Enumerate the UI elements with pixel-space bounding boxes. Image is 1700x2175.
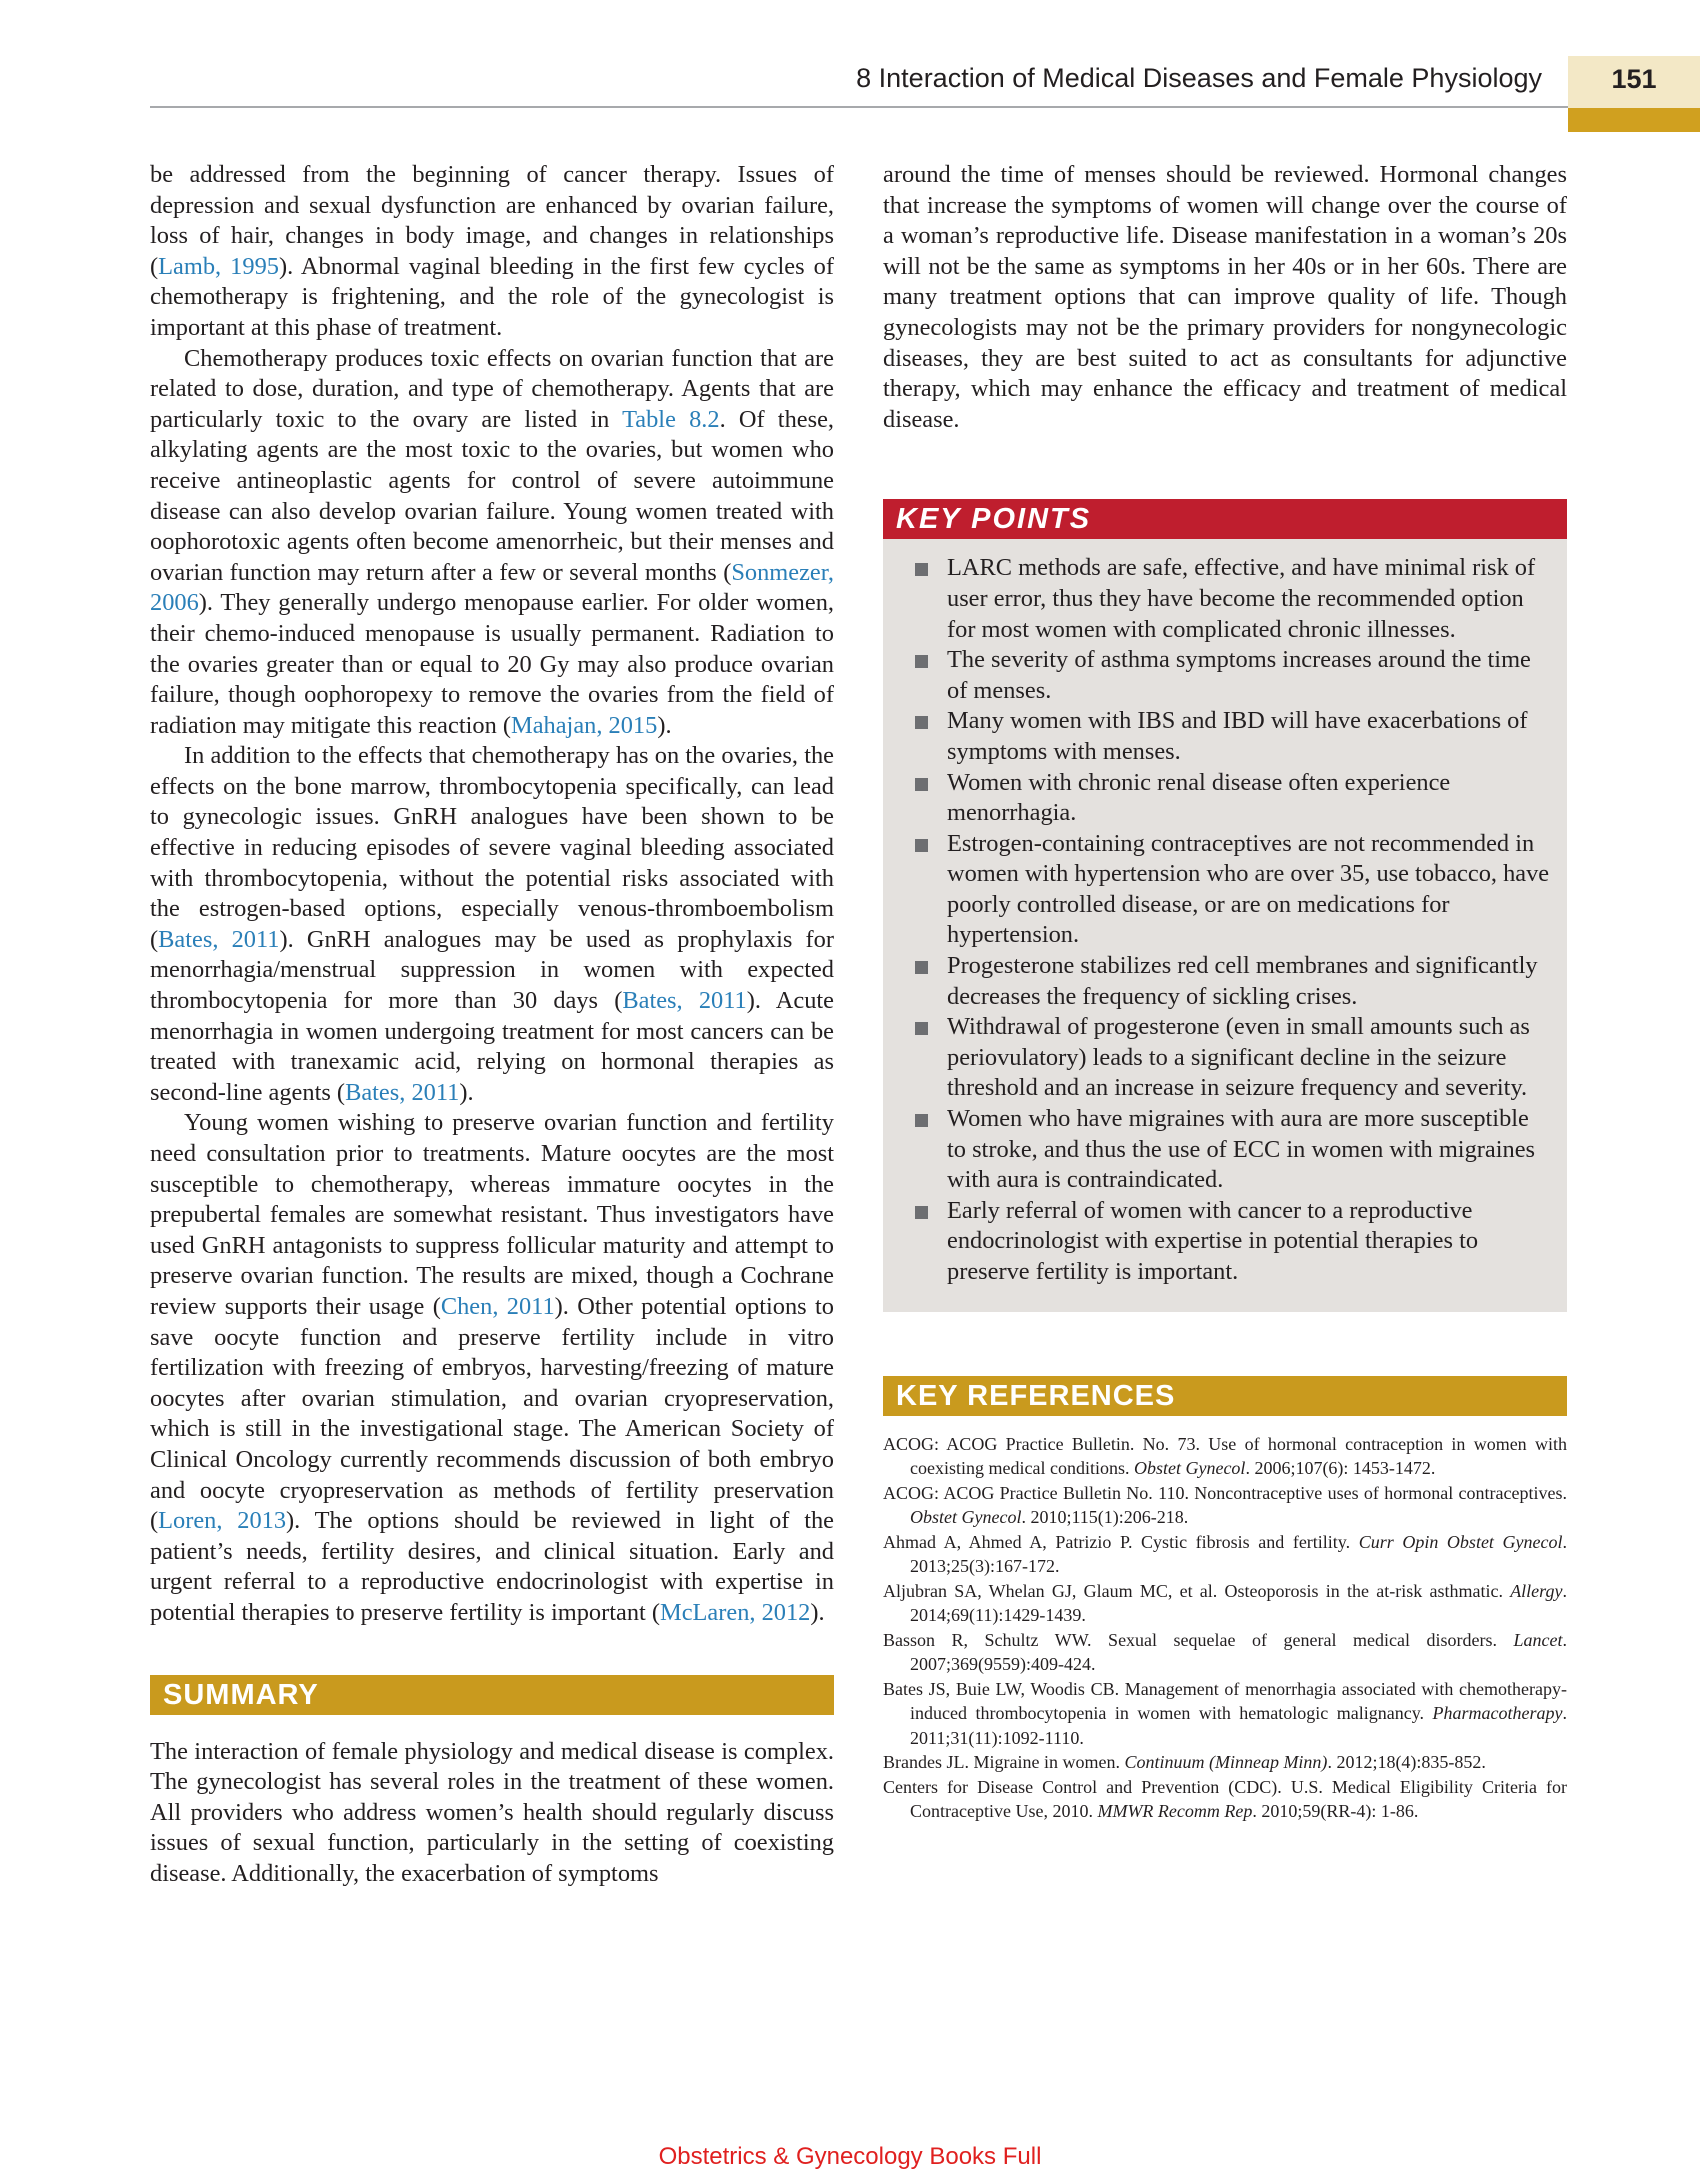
square-bullet-icon xyxy=(915,961,928,974)
citation-link[interactable]: Bates, 2011 xyxy=(622,987,747,1015)
key-point-item: Estrogen-containing contraceptives are not recommended in women with hypertension who are over 35, use tobacco, have poorly controlled disease, or are on medications for hypertension. xyxy=(899,829,1551,951)
paragraph-2: Chemotherapy produces toxic effects on ovarian function that are related to dose, duration, and type of chemotherapy. Agents that are particularly toxic to the ovary are listed in Table 8.2. Of these, alkylating agents are the most toxic to the ovaries, but women who receive antineoplastic agents for control of severe autoimmune disease can also develop ovarian failure. Young women treated with oophorotoxic agents often become amenorrheic, but their menses and ovarian function may return after a few or several months (Sonmezer, 2006). They generally undergo menopause earlier. For older women, their chemo-induced menopause is usually permanent. Radiation to the ovaries greater than or equal to 20 Gy may also produce ovarian failure, though oophoropexy to remove the ovaries from the field of radiation may mitigate this reaction (Mahajan, 2015). xyxy=(150,344,835,739)
square-bullet-icon xyxy=(915,716,928,729)
continuation-paragraph: around the time of menses should be reviewed. Hormonal changes that increase the symptoms of women will change over the course of a woman’s reproductive life. Disease manifestation in a woman’s 20s will not be the same as symptoms in her 40s or in her 60s. There are many treatment options that can improve quality of life. Though gynecologists may not be the primary providers for nongynecologic diseases, they are best suited to act as consultants for adjunctive therapy, which may enhance the efficacy and treatment of medical disease. xyxy=(883,161,1567,433)
reference-entry: Centers for Disease Control and Prevention (CDC). U.S. Medical Eligibility Criteria for Contraceptive Use, 2010. MMWR Recomm Rep. 2010;59(RR-4): 1-86. xyxy=(883,1776,1567,1822)
paragraph-4: Young women wishing to preserve ovarian function and fertility need consultation prior to treatments. Mature oocytes are the most susceptible to chemotherapy, whereas immature oocytes in the prepubertal females are somewhat resistant. Thus investigators have used GnRH antagonists to suppress follicular maturity and attempt to preserve ovarian function. The results are mixed, though a Cochrane review supports their usage (Chen, 2011). Other potential options to save oocyte function and preserve fertility include in vitro fertilization with freezing of embryos, harvesting/freezing of mature oocytes after ovarian stimulation, and ovarian cryopreservation, which is still in the investigational stage. The American Society of Clinical Oncology currently recommends discussion of both embryo and oocyte cryopreservation as methods of fertility preservation (Loren, 2013). The options should be reviewed in light of the patient’s needs, fertility desires, and clinical situation. Early and urgent referral to a reproductive endocrinologist with expertise in potential therapies to preserve fertility is important (McLaren, 2012). xyxy=(150,1109,834,1626)
citation-link[interactable]: Bates, 2011 xyxy=(158,925,280,953)
reference-entry: Ahmad A, Ahmed A, Patrizio P. Cystic fibrosis and fertility. Curr Opin Obstet Gynecol. 2013;25(3):167-172. xyxy=(883,1531,1567,1577)
summary-heading: SUMMARY xyxy=(150,1675,834,1715)
key-point-item: LARC methods are safe, effective, and have minimal risk of user error, thus they have become the recommended option for most women with complicated chronic illnesses. xyxy=(899,553,1551,645)
reference-entry: ACOG: ACOG Practice Bulletin No. 110. Noncontraceptive uses of hormonal contraceptives. Obstet Gynecol. 2010;115(1):206-218. xyxy=(883,1482,1567,1528)
reference-entry: Aljubran SA, Whelan GJ, Glaum MC, et al. Osteoporosis in the at-risk asthmatic. Allergy. 2014;69(11):1429-1439. xyxy=(883,1580,1567,1626)
header-rule xyxy=(150,106,1568,108)
running-header-title: 8 Interaction of Medical Diseases and Female Physiology xyxy=(856,63,1542,93)
right-column xyxy=(883,160,1567,1824)
key-point-item: Women with chronic renal disease often experience menorrhagia. xyxy=(899,768,1551,829)
key-point-item: Women who have migraines with aura are more susceptible to stroke, and thus the use of ECC in women with migraines with aura is contraindicated. xyxy=(899,1104,1551,1196)
citation-link[interactable]: Mahajan, 2015 xyxy=(511,711,658,739)
citation-link[interactable]: Lamb, 1995 xyxy=(158,252,279,280)
summary-paragraph: The interaction of female physiology and medical disease is complex. The gynecologist has several roles in the treatment of these women. All providers who address women’s health should regularly discuss issues of sexual function, particularly in the setting of coexisting disease. Additionally, the exacerbation of symptoms xyxy=(150,1737,834,1887)
citation-link[interactable]: Chen, 2011 xyxy=(440,1292,555,1320)
citation-link[interactable]: Bates, 2011 xyxy=(345,1078,460,1106)
key-point-item: Early referral of women with cancer to a reproductive endocrinologist with expertise in potential therapies to preserve fertility is important. xyxy=(899,1196,1551,1288)
reference-entry: Bates JS, Buie LW, Woodis CB. Management of menorrhagia associated with chemotherapy-induced thrombocytopenia in women with hematologic malignancy. Pharmacotherapy. 2011;31(11):1092-1110. xyxy=(883,1678,1567,1748)
reference-entry: ACOG: ACOG Practice Bulletin. No. 73. Use of hormonal contraception in women with coexisting medical conditions. Obstet Gynecol. 2006;107(6): 1453-1472. xyxy=(883,1433,1567,1479)
page-number: 151 xyxy=(1611,64,1657,94)
reference-entry: Brandes JL. Migraine in women. Continuum (Minneap Minn). 2012;18(4):835-852. xyxy=(883,1752,1486,1773)
key-points-heading: KEY POINTS xyxy=(883,499,1567,539)
table-reference-link[interactable]: Table 8.2 xyxy=(622,405,720,433)
key-point-item: The severity of asthma symptoms increases around the time of menses. xyxy=(899,645,1551,706)
paragraph-1: be addressed from the beginning of cancer therapy. Issues of depression and sexual dysfunction are enhanced by ovarian failure, loss of hair, changes in body image, and changes in relationships (Lamb, 1995). Abnormal vaginal bleeding in the first few cycles of chemotherapy is frightening, and the role of the gynecologist is important at this phase of treatment. xyxy=(150,161,834,341)
key-references-heading: KEY REFERENCES xyxy=(883,1376,1567,1416)
paragraph-3: In addition to the effects that chemotherapy has on the ovaries, the effects on the bone marrow, thrombocytopenia specifically, can lead to gynecologic issues. GnRH analogues have been shown to be effective in reducing episodes of severe vaginal bleeding associated with thrombocytopenia, without the potential risks associated with the estrogen-based options, especially venous-thromboembolism (Bates, 2011). GnRH analogues may be used as prophylaxis for menorrhagia/menstrual suppression in women with expected thrombocytopenia for more than 30 days (Bates, 2011). Acute menorrhagia in women undergoing treatment for most cancers can be treated with tranexamic acid, relying on hormonal therapies as second-line agents (Bates, 2011). xyxy=(150,742,834,1106)
key-point-item: Many women with IBS and IBD will have exacerbations of symptoms with menses. xyxy=(899,706,1551,767)
page-number-tab xyxy=(1568,56,1700,132)
key-points-box xyxy=(883,499,1567,1311)
reference-list xyxy=(883,1432,1567,1824)
left-column xyxy=(150,160,834,1889)
square-bullet-icon xyxy=(915,1022,928,1035)
key-points-list xyxy=(883,539,1567,1311)
citation-link[interactable]: Loren, 2013 xyxy=(158,1507,287,1535)
square-bullet-icon xyxy=(915,1206,928,1219)
footer-watermark: Obstetrics & Gynecology Books Full xyxy=(658,2143,1042,2170)
square-bullet-icon xyxy=(915,839,928,852)
citation-link[interactable]: Sonmezer, 2006 xyxy=(150,558,834,617)
reference-entry: Basson R, Schultz WW. Sexual sequelae of general medical disorders. Lancet. 2007;369(9559):409-424. xyxy=(883,1629,1567,1675)
key-point-item: Progesterone stabilizes red cell membranes and significantly decreases the frequency of sickling crises. xyxy=(899,951,1551,1012)
square-bullet-icon xyxy=(915,1114,928,1127)
square-bullet-icon xyxy=(915,778,928,791)
square-bullet-icon xyxy=(915,655,928,668)
key-point-item: Withdrawal of progesterone (even in small amounts such as periovulatory) leads to a significant decline in the seizure threshold and an increase in seizure frequency and severity. xyxy=(899,1012,1551,1104)
square-bullet-icon xyxy=(915,563,928,576)
citation-link[interactable]: McLaren, 2012 xyxy=(660,1598,811,1626)
